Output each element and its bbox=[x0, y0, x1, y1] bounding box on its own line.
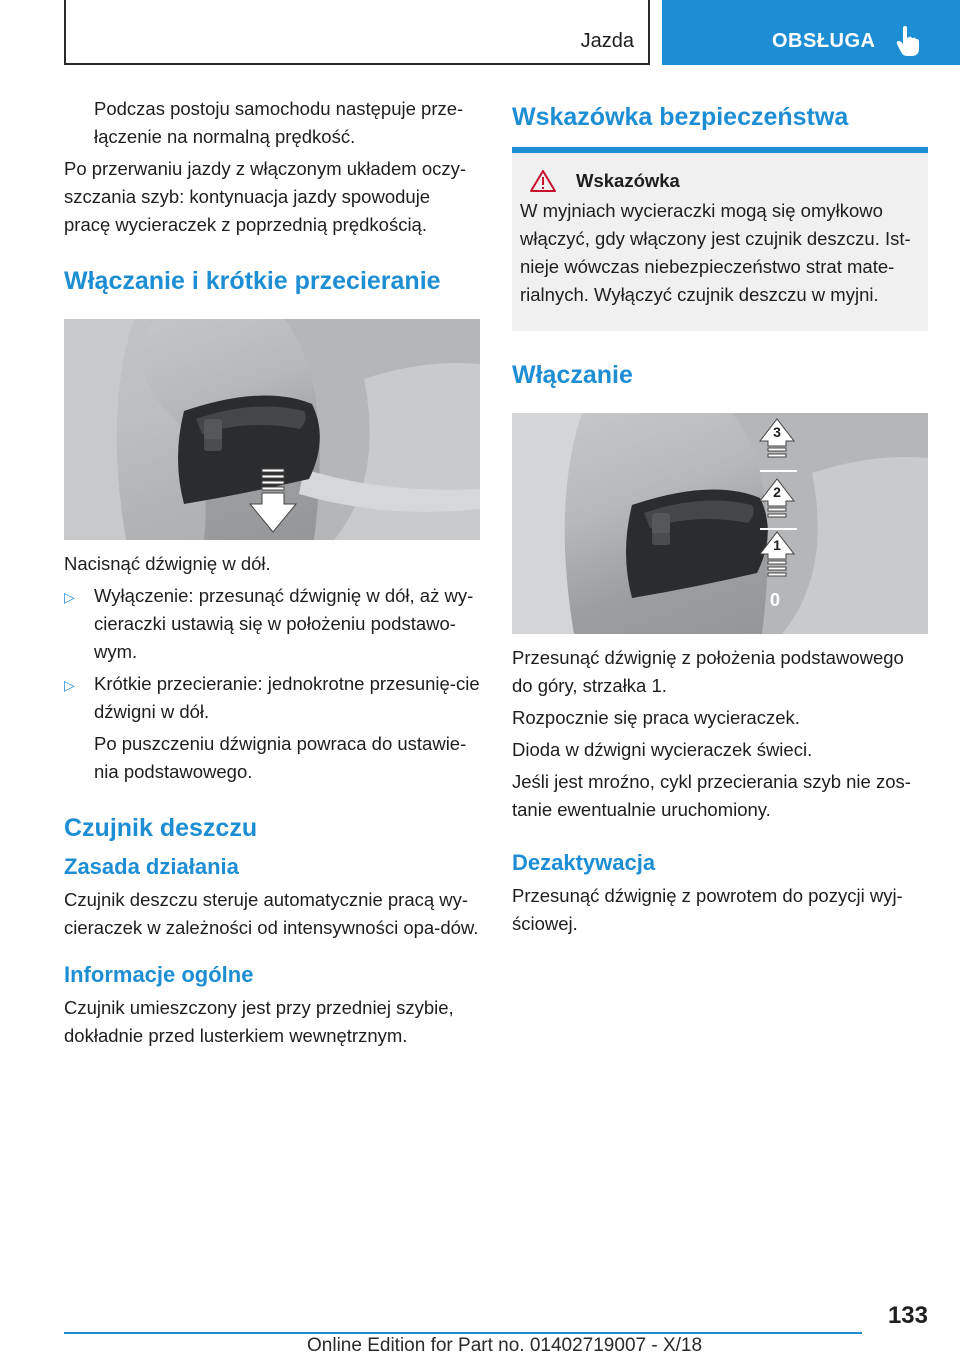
bullet-switch-off bbox=[64, 582, 480, 666]
paragraph-wipers-start: Rozpocznie się praca wycieraczek. bbox=[512, 707, 800, 728]
bullet-short-wipe bbox=[64, 670, 480, 726]
header-section-title: Jazda bbox=[580, 30, 634, 52]
figure-wiper-lever-down bbox=[64, 319, 480, 540]
triangle-bullet-icon: ▷ bbox=[64, 589, 75, 605]
paragraph-stop-speed: Podczas postoju samochodu następuje prze-łączenie na normalną prędkość. bbox=[94, 98, 464, 147]
paragraph-general-info: Czujnik umieszczony jest przy przedniej szybie, dokładnie przed lusterkiem wewnętrznym. bbox=[64, 997, 454, 1046]
heading-rain-sensor: Czujnik deszczu bbox=[64, 814, 258, 842]
footer-edition-text: Online Edition for Part no. 01402719007 - X/18 bbox=[307, 1335, 703, 1356]
header-chapter-label: OBSŁUGA bbox=[772, 30, 876, 52]
paragraph-press-lever: Nacisnąć dźwignię w dół. bbox=[64, 553, 271, 574]
header-box bbox=[64, 0, 650, 65]
heading-disable: Dezaktywacja bbox=[512, 850, 656, 875]
triangle-bullet-icon: ▷ bbox=[64, 677, 75, 693]
wiper-lever-positions-illustration bbox=[512, 413, 928, 634]
figure-wiper-lever-positions bbox=[512, 413, 928, 634]
paragraph-lever-returns: Po puszczeniu dźwignia powraca do ustawie-nia podstawowego. bbox=[94, 733, 467, 782]
left-column bbox=[64, 95, 480, 1054]
paragraph-principle: Czujnik deszczu steruje automatycznie pracą wy-cieraczek w zależności od intensywności opa-dów. bbox=[64, 889, 479, 938]
heading-enable: Włączanie bbox=[512, 361, 633, 389]
header-chapter-tab bbox=[662, 0, 960, 65]
paragraph-move-lever-up: Przesunąć dźwignię z położenia podstawowego do góry, strzałka 1. bbox=[512, 647, 904, 696]
paragraph-wash-interrupt: Po przerwaniu jazdy z włączonym układem oczy-szczania szyb: kontynuacja jazdy spowoduje pracę wycieraczek z poprzednią prędkością. bbox=[64, 158, 467, 235]
warning-title: Wskazówka bbox=[576, 170, 680, 191]
hand-pointer-icon bbox=[896, 25, 920, 57]
heading-principle: Zasada działania bbox=[64, 854, 239, 879]
warning-header bbox=[520, 169, 920, 193]
heading-switch-on-wipe: Włączanie i krótkie przecieranie bbox=[64, 267, 441, 295]
position-label-1: 1 bbox=[773, 537, 781, 553]
footer-divider bbox=[64, 1332, 862, 1334]
bullet-switch-off-text: Wyłączenie: przesunąć dźwignię w dół, aż wy-cieraczki ustawią się w położeniu podstawo-wym. bbox=[94, 585, 474, 662]
position-label-3: 3 bbox=[773, 424, 781, 440]
warning-triangle-icon bbox=[530, 169, 556, 193]
paragraph-disable: Przesunąć dźwignię z powrotem do pozycji wyj-ściowej. bbox=[512, 885, 903, 934]
right-column bbox=[512, 95, 928, 942]
paragraph-led-on: Dioda w dźwigni wycieraczek świeci. bbox=[512, 739, 813, 760]
wiper-lever-down-illustration bbox=[64, 319, 480, 540]
heading-safety-note: Wskazówka bezpieczeństwa bbox=[512, 103, 849, 131]
page-number: 133 bbox=[887, 1302, 928, 1329]
position-label-0: 0 bbox=[769, 590, 781, 610]
heading-general-info: Informacje ogólne bbox=[64, 962, 254, 987]
warning-text: W myjniach wycieraczki mogą się omyłkowo włączyć, gdy włączony jest czujnik deszczu. Ist-nieje wówczas niebezpieczeństwo strat mate-rialnych. Wyłączyć czujnik deszczu w myjni. bbox=[520, 200, 911, 305]
position-label-2: 2 bbox=[773, 484, 781, 500]
bullet-short-wipe-text: Krótkie przecieranie: jednokrotne przesunię-cie dźwigni w dół. bbox=[94, 673, 480, 722]
paragraph-frost: Jeśli jest mroźno, cykl przecierania szyb nie zos-tanie ewentualnie uruchomiony. bbox=[512, 771, 911, 820]
warning-box bbox=[512, 147, 928, 331]
